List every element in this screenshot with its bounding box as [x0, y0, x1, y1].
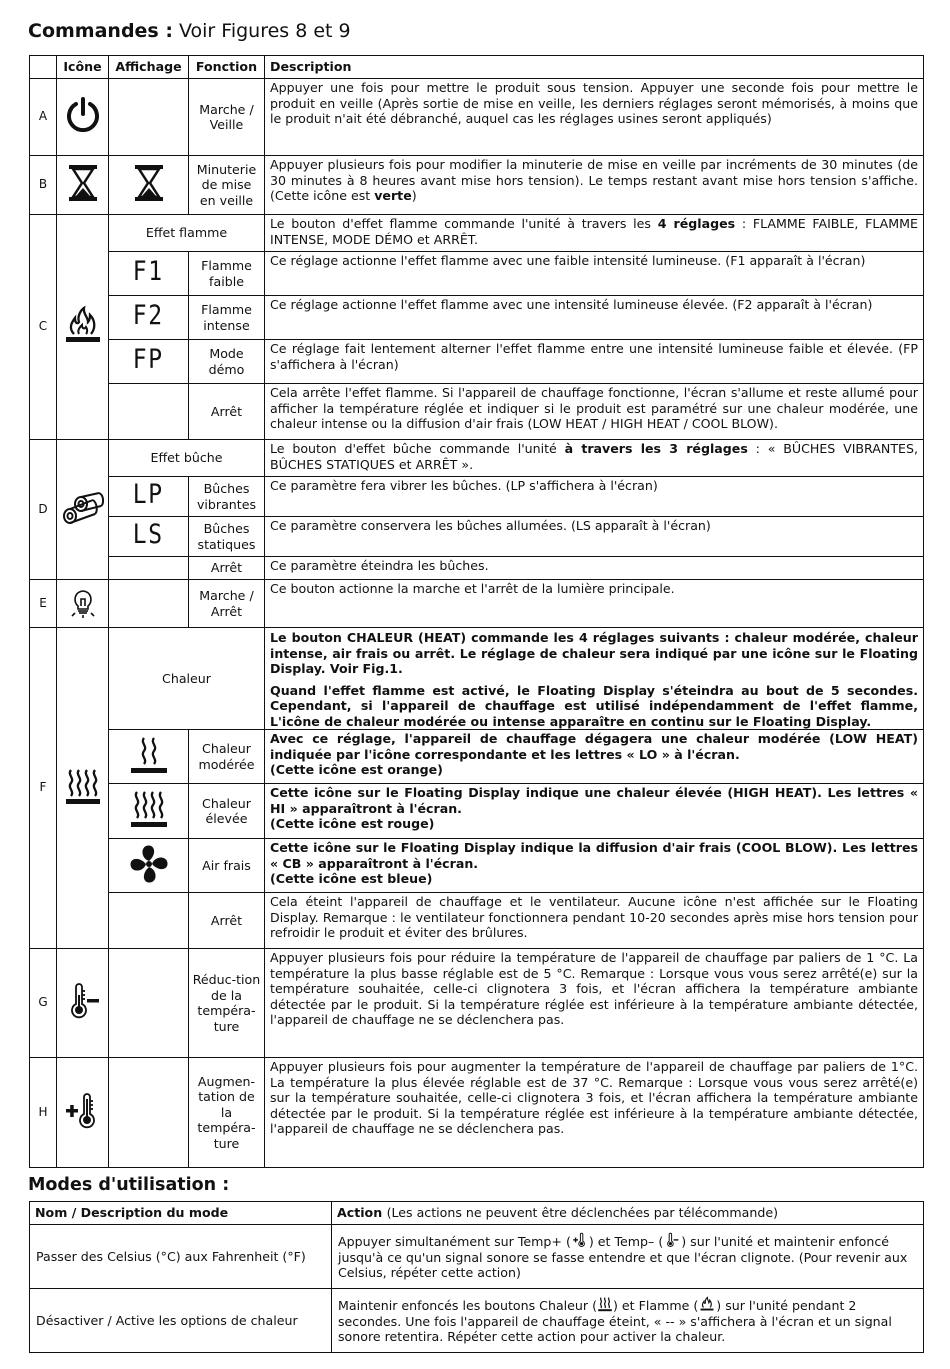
- logs-icon: [57, 440, 109, 580]
- commands-table: [29, 55, 924, 1168]
- table-row: A Marche / Veille Appuyer une fois pour mettre le produit sous tension. Appuyer une seconde fois pour mettre le produit en veille (Après sortie de mise en veille, les derniers réglages seront mémorisés, à moins que le produit n'ait été débranché, auquel cas les réglages usines seront appliqués): [30, 79, 924, 156]
- modes-table: [29, 1201, 924, 1353]
- table-row: G Réduc-tion de la tempéra-ture Appuyer plusieurs fois pour réduire la température de l'appareil de chauffage par paliers de 1 °C. La température la plus basse réglable est de 5 °C. Remarque : Lorsque vous vous serez arrêté(e) sur la température souhaitée, celle-ci clignotera 3 fois, et l'écran affichera la température ambiante détectée par le produit. Si la température réglée est inférieure à la température ambiante détectée, l'appareil de chauffage ne se déclenchera pas.: [30, 949, 924, 1058]
- segment-display: F1: [132, 255, 165, 287]
- header-display: Affichage: [109, 56, 189, 79]
- table-row: Air frais Cette icône sur le Floating Display indique la diffusion d'air frais (COOL BLOW). Les lettres « CB » apparaîtront à l'écran. (Cette icône est bleue): [30, 839, 924, 893]
- table-row: Arrêt Cela arrête l'effet flamme. Si l'appareil de chauffage fonctionne, l'écran s'allume et reste allumé pour afficher la température réglée et indiquer si le produit est paramétré sur une chaleur modérée, une chaleur intense ou la diffusion d'air frais (LOW HEAT / HIGH HEAT / COOL BLOW).: [30, 384, 924, 440]
- temp-plus-icon: [571, 1232, 589, 1248]
- high-heat-icon: [109, 784, 189, 839]
- header-icon: Icône: [57, 56, 109, 79]
- table-row: C Effet flamme Le bouton d'effet flamme commande l'unité à travers les 4 réglages : FLAMME FAIBLE, FLAMME INTENSE, MODE DÉMO et ARRÊT.: [30, 215, 924, 252]
- flame-icon: [57, 215, 109, 440]
- heat-icon: [57, 628, 109, 949]
- temp-plus-icon: [57, 1058, 109, 1168]
- table-row: F Chaleur Le bouton CHALEUR (HEAT) commande les 4 réglages suivants : chaleur modérée, chaleur intense, air frais ou arrêt. Le réglage de chaleur sera indiqué par une icône sur le Floating Display. Voir Fig.1. Quand l'effet flamme est activé, le Floating Display s'éteindra au bout de 5 secondes. Cependant, si l'appareil de chauffage est utilisé indépendamment de l'effet flamme, L'icône de chaleur modérée ou intense apparaître en continu sur le Floating Display.: [30, 628, 924, 730]
- heat-icon: [597, 1296, 613, 1312]
- table-header-row: [30, 56, 924, 79]
- table-row: H Augmen-tation de la tempéra-ture Appuyer plusieurs fois pour augmenter la température de l'appareil de chauffage par paliers de 1°C. La température la plus élevée réglable est de 37 °C. Remarque : Lorsque vous vous serez arrêté(e) sur la température souhaitée, celle-ci clignotera 3 fois, et l'écran affichera la température ambiante détectée par le produit. Si la température réglée est inférieure à la température ambiante détectée, l'appareil de chauffage ne se déclenchera pas.: [30, 1058, 924, 1168]
- hourglass-icon: [57, 156, 109, 215]
- table-row: Passer des Celsius (°C) aux Fahrenheit (°F) Appuyer simultanément sur Temp+ ( ) et Temp– ( ) sur l'unité et maintenir enfoncé jusqu'à ce qu'un signal sonore se fasse entendre et que l'écran clignote. (Pour revenir aux Celsius, répéter cette action): [30, 1225, 924, 1289]
- table-row: Chaleur modérée Avec ce réglage, l'appareil de chauffage dégagera une chaleur modérée (LOW HEAT) indiquée par l'icône correspondante et les lettres « LO » à l'écran. (Cette icône est orange): [30, 730, 924, 784]
- segment-display: LP: [132, 478, 165, 510]
- segment-display: F2: [132, 299, 165, 331]
- hourglass-display-icon: [109, 156, 189, 215]
- table-row: LP Bûches vibrantes Ce paramètre fera vibrer les bûches. (LP s'affichera à l'écran): [30, 477, 924, 517]
- light-bulb-icon: [57, 580, 109, 628]
- table-row: Arrêt Cela éteint l'appareil de chauffage et le ventilateur. Aucune icône n'est affichée sur le Floating Display. Remarque : le ventilateur fonctionnera pendant 10-20 secondes après mise hors tension pour refroidir le produit et éviter des brûlures.: [30, 893, 924, 949]
- temp-minus-icon: [663, 1232, 681, 1248]
- table-row: LS Bûches statiques Ce paramètre conservera les bûches allumées. (LS apparaît à l'écran): [30, 517, 924, 557]
- header-description: Description: [265, 56, 924, 79]
- modes-title: Modes d'utilisation :: [28, 1175, 230, 1195]
- fan-icon: [109, 839, 189, 893]
- temp-minus-icon: [57, 949, 109, 1058]
- table-row: Arrêt Ce paramètre éteindra les bûches.: [30, 557, 924, 580]
- table-row: B Minuterie de mise en veille Appuyer plusieurs fois pour modifier la minuterie de mise en veille par incréments de 30 minutes (de 30 minutes à 8 heures avant mise hors tension). Le temps restant avant mise hors tension s'affiche. (Cette icône est verte): [30, 156, 924, 215]
- table-row: D Effet bûche Le bouton d'effet bûche commande l'unité à travers les 3 réglages : « BÛCHES VIBRANTES, BÛCHES STATIQUES et ARRÊT ».: [30, 440, 924, 477]
- power-icon: [57, 79, 109, 156]
- table-row: E Marche / Arrêt Ce bouton actionne la marche et l'arrêt de la lumière principale.: [30, 580, 924, 628]
- segment-display: LS: [132, 518, 165, 550]
- table-header-row: Nom / Description du mode Action (Les actions ne peuvent être déclenchées par télécommande): [30, 1202, 924, 1225]
- segment-display: FP: [132, 343, 165, 375]
- table-row: FP Mode démo Ce réglage fait lentement alterner l'effet flamme entre une intensité lumineuse faible et élevée. (FP s'affichera à l'écran): [30, 340, 924, 384]
- flame-icon: [698, 1296, 716, 1312]
- low-heat-icon: [109, 730, 189, 784]
- page-title: Commandes : Voir Figures 8 et 9: [28, 20, 351, 42]
- table-row: F1 Flamme faible Ce réglage actionne l'effet flamme avec une faible intensité lumineuse. (F1 apparaît à l'écran): [30, 252, 924, 296]
- table-row: Chaleur élevée Cette icône sur le Floating Display indique une chaleur élevée (HIGH HEAT). Les lettres « HI » apparaîtront à l'écran. (Cette icône est rouge): [30, 784, 924, 839]
- table-row: Désactiver / Active les options de chaleur Maintenir enfoncés les boutons Chaleur ( ) et Flamme ( ) sur l'unité pendant 2 secondes. Une fois l'appareil de chauffage éteint, « -- » s'affichera à l'écran et un signal sonore retentira. Répéter cette action pour activer la chaleur.: [30, 1289, 924, 1353]
- header-function: Fonction: [189, 56, 265, 79]
- table-row: F2 Flamme intense Ce réglage actionne l'effet flamme avec une intensité lumineuse élevée. (F2 apparaît à l'écran): [30, 296, 924, 340]
